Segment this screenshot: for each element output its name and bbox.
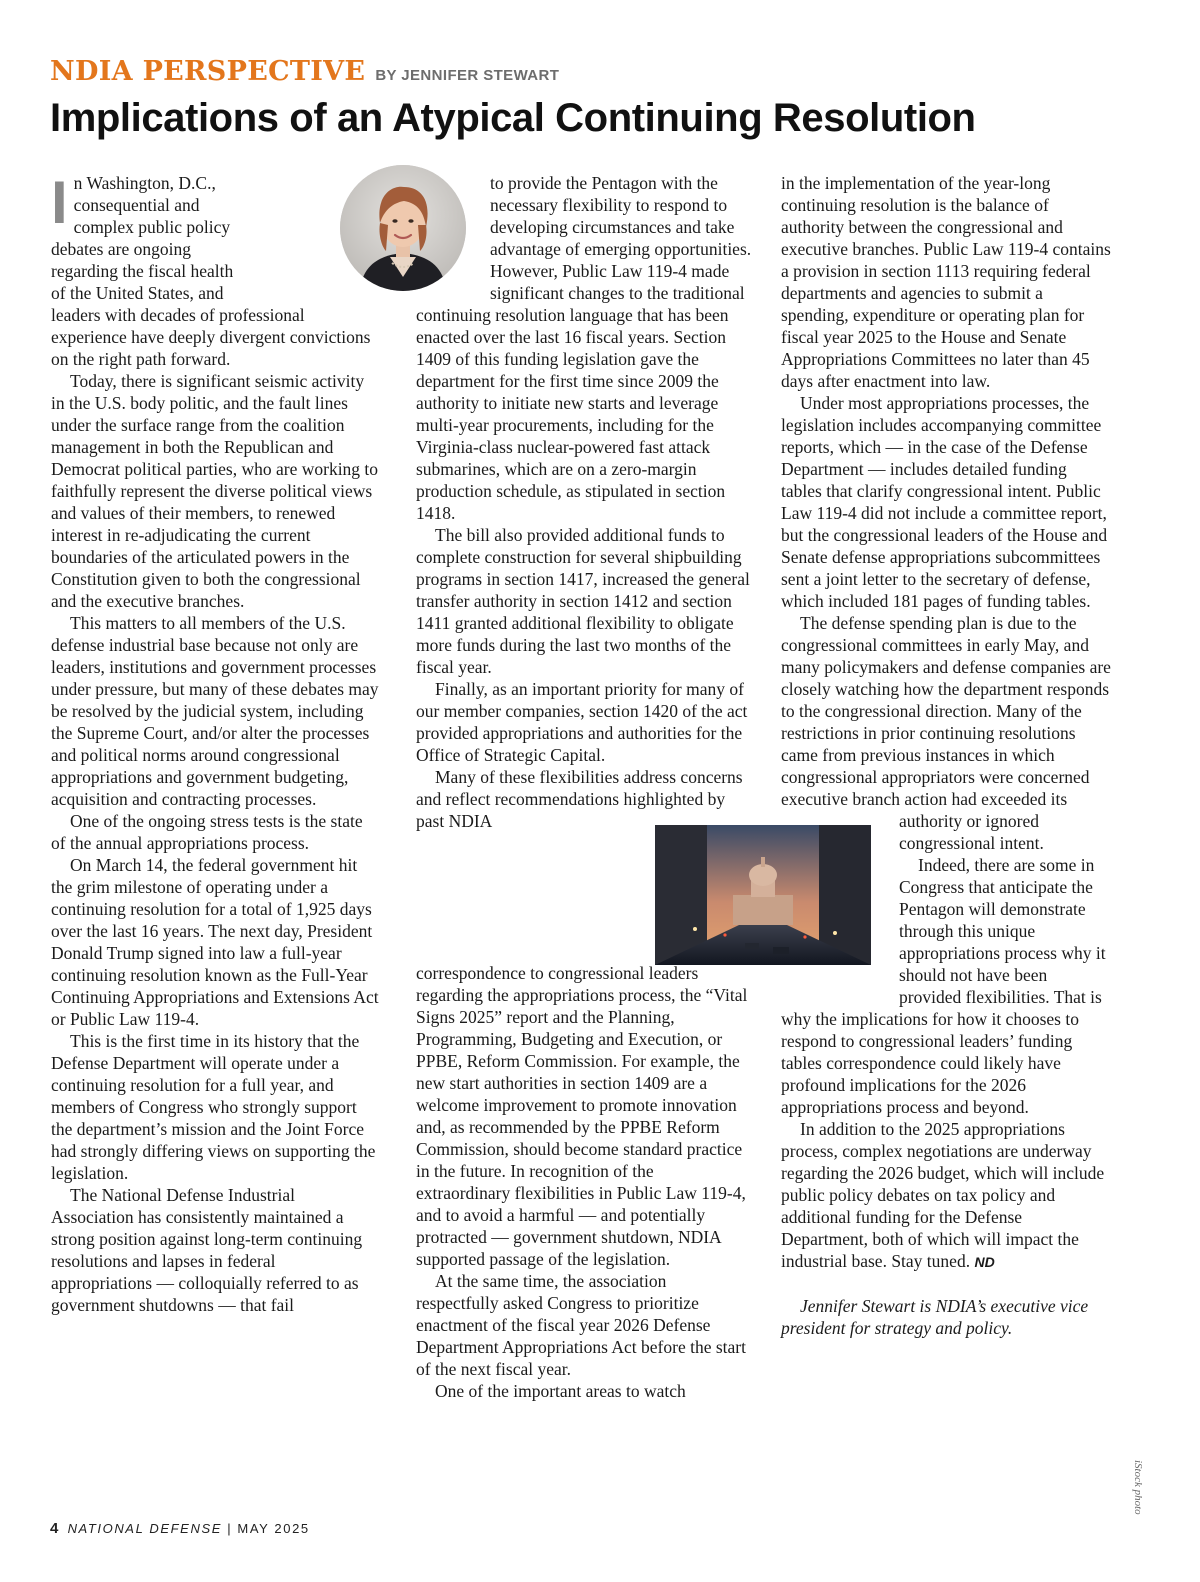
page-number: 4 [50,1520,59,1537]
issue-date: MAY 2025 [237,1521,310,1536]
paragraph-text: In addition to the 2025 appropriations process, complex negotiations are underway regarding the 2026 budget, which will include public policy debates on tax policy and additional funding for the Defense Department, both of which will impact the industrial base. Stay tuned. [781,1119,1105,1271]
paragraph: to provide the Pentagon with the necessary flexibility to respond to developing circumstances and take advantage of emerging opportunities. However, Public Law 119-4 made significant changes to the traditional continuing resolution language that has been enacted over the last 16 fiscal years. Section 1409 of this funding legislation gave the department for the first time since 2009 the authority to initiate new starts and leverage multi-year procurements, including for the Virginia-class nuclear-powered fast attack submarines, which are on a zero-margin production schedule, as stipulated in section 1418. [416,173,752,523]
end-mark: ND [974,1254,995,1270]
article-column-3 [781,172,1111,1339]
paragraph: On March 14, the federal government hit the grim milestone of operating under a continuing resolution for a total of 1,925 days over the last 16 years. The next day, President Donald Trump signed into law a full-year continuing resolution known as the Full-Year Continuing Appropriations and Extensions Act or Public Law 119-4. [51,855,379,1029]
portrait-wrap-space [251,172,379,284]
article-title: Implications of an Atypical Continuing Resolution [50,96,976,140]
paragraph: The National Defense Industrial Association has consistently maintained a strong position against long-term continuing resolutions and lapses in federal appropriations — colloquially referred to as government shutdowns — that fail [51,1185,363,1315]
paragraph: At the same time, the association respectfully asked Congress to prioritize enactment of the fiscal year 2026 Defense Department Appropriations Act before the start of the next fiscal year. [416,1271,746,1379]
kicker-label: NDIA PERSPECTIVE [50,56,366,87]
paragraph: Many of these flexibilities address concerns and reflect recommendations highlighted by past NDIA correspondence to congressional leaders regarding the appropriations process, the “Vital Signs 2025” report and the Planning, Programming, Budgeting and Execution, or PPBE, Reform Commission. For example, the new start authorities in section 1409 are a welcome improvement to promote innovation and, as recommended by the PPBE Reform Commission, should become standard practice in the future. In recognition of the extraordinary flexibilities in Public Law 119-4, and to avoid a harmful — and potentially protracted — government shutdown, NDIA supported passage of the legislation. [416,767,748,1269]
paragraph [781,1118,1111,1273]
paragraph: Today, there is significant seismic activity in the U.S. body politic, and the fault lines under the surface range from the coalition management in both the Republican and Democrat political parties, who are working to faithfully represent the diverse political views and values of their members, to renewed interest in re-adjudicating the current boundaries of the articulated powers in the Constitution given to both the congressional and the executive branches. [51,371,379,611]
byline: BY JENNIFER STEWART [375,67,560,84]
paragraph: Indeed, there are some in Congress that anticipate the Pentagon will demonstrate through this unique appropriations process why it should not have been provided flexibilities. That is why the implications for how it chooses to respond to congressional leaders’ funding tables correspondence could likely have profound implications for the 2026 appropriations process and beyond. [781,855,1106,1117]
section-kicker [50,56,559,87]
photo-wrap-space [781,814,899,990]
article-column-2 [416,172,752,1402]
drop-cap: I [51,169,68,236]
paragraph: One of the ongoing stress tests is the state of the annual appropriations process. [51,811,363,853]
footer-separator: | [227,1521,233,1536]
photo-wrap-space [522,812,752,962]
paragraph: One of the important areas to watch [435,1381,686,1401]
article-column-1 [51,169,379,1316]
author-bio: Jennifer Stewart is NDIA’s executive vice president for strategy and policy. [781,1296,1089,1338]
portrait-wrap-space [416,172,490,284]
paragraph: This matters to all members of the U.S. defense industrial base because not only are leaders, institutions and government processes under pressure, but many of these debates may be resolved by the judicial system, including the Supreme Court, and/or alter the processes and political norms around congressional appropriations and government budgeting, acquisition and contracting processes. [51,613,379,809]
photo-credit: iStock photo [1132,1460,1144,1515]
paragraph: Finally, as an important priority for many of our member companies, section 1420 of the act provided appropriations and authorities for the Office of Strategic Capital. [416,679,748,765]
paragraph: The defense spending plan is due to the congressional committees in early May, and many policymakers and defense companies are closely watching how the department responds to the congressional direction. Many of the restrictions in prior continuing resolutions came from previous instances in which congressional appropriators were concerned executive branch action had exceeded its authority or ignored congressional intent. [781,613,1111,853]
paragraph: in the implementation of the year-long continuing resolution is the balance of authority between the congressional and executive branches. Public Law 119-4 contains a provision in section 1113 requiring federal departments and agencies to submit a spending, expenditure or operating plan for fiscal year 2025 to the House and Senate Appropriations Committees no later than 45 days after enactment into law. [781,173,1111,391]
paragraph: The bill also provided additional funds to complete construction for several shipbuilding programs in section 1417, increased the general transfer authority in section 1412 and section 1411 granted additional flexibility to obligate more funds during the last two months of the fiscal year. [416,525,750,677]
paragraph: Under most appropriations processes, the legislation includes accompanying committee reports, which — in the case of the Defense Department — includes detailed funding tables that clarify congressional intent. Public Law 119-4 did not include a committee report, but the congressional leaders of the House and Senate defense appropriations subcommittees sent a joint letter to the secretary of defense, which included 181 pages of funding tables. [781,393,1108,611]
paragraph-text: n Washington, D.C., consequential and complex public policy debates are ongoing regarding the fiscal health of the United States, and leaders with decades of professional experience have deeply divergent convictions on the right path forward. [51,173,371,369]
page-footer [50,1520,310,1537]
paragraph: This is the first time in its history that the Defense Department will operate under a continuing resolution for a full year, and members of Congress who strongly support the department’s mission and the Joint Force had strongly differing views on supporting the legislation. [51,1031,376,1183]
magazine-name: NATIONAL DEFENSE [67,1521,222,1536]
